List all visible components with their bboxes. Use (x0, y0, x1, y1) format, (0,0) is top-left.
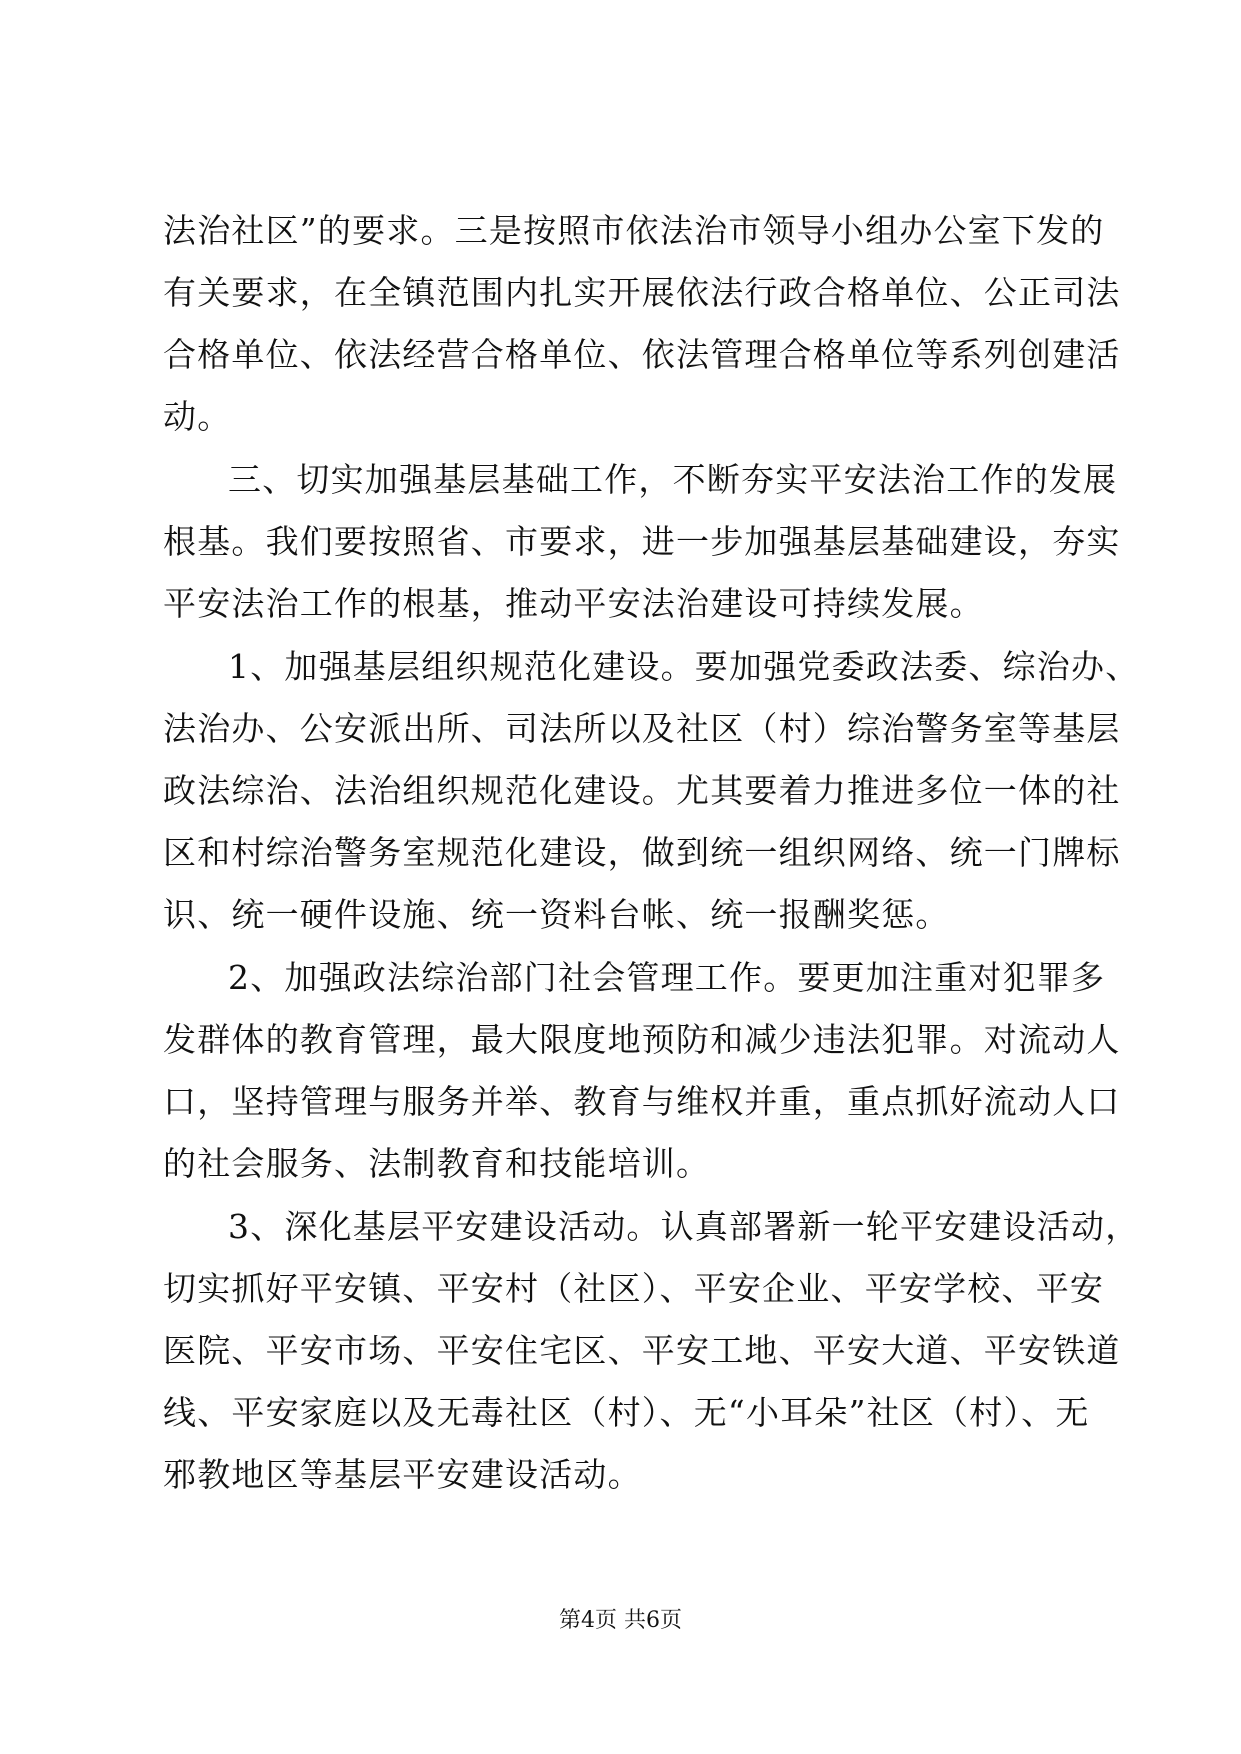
text-line: 法治社区”的要求。三是按照市依法治市领导小组办公室下发的 (163, 211, 1105, 250)
text-line: 根基。我们要按照省、市要求，进一步加强基层基础建设，夯实 (163, 522, 1121, 561)
page-footer: 第4页 共6页 (559, 1608, 682, 1633)
text-line: 线、平安家庭以及无毒社区（村）、无“小耳朵”社区（村）、无 (163, 1393, 1090, 1432)
text-line: 发群体的教育管理，最大限度地预防和减少违法犯罪。对流动人 (163, 1020, 1121, 1059)
text-line: 合格单位、依法经营合格单位、依法管理合格单位等系列创建活 (163, 335, 1121, 374)
paragraph-heading: 2、加强政法综治部门社会管理工作。要更加注重对犯罪多 (228, 958, 1106, 997)
paragraph-heading: 3、深化基层平安建设活动。认真部署新一轮平安建设活动， (228, 1207, 1140, 1246)
text-line: 切实抓好平安镇、平安村（社区）、平安企业、平安学校、平安 (163, 1269, 1105, 1308)
text-line: 动。 (163, 397, 232, 436)
text-line: 医院、平安市场、平安住宅区、平安工地、平安大道、平安铁道 (163, 1331, 1121, 1370)
text-line: 识、统一硬件设施、统一资料台帐、统一报酬奖惩。 (163, 895, 950, 934)
text-line: 区和村综治警务室规范化建设，做到统一组织网络、统一门牌标 (163, 833, 1121, 872)
text-line: 口，坚持管理与服务并举、教育与维权并重，重点抓好流动人口 (163, 1082, 1121, 1121)
text-line: 的社会服务、法制教育和技能培训。 (163, 1144, 711, 1183)
text-line: 平安法治工作的根基，推动平安法治建设可持续发展。 (163, 584, 984, 623)
text-line: 邪教地区等基层平安建设活动。 (163, 1455, 642, 1494)
text-line: 法治办、公安派出所、司法所以及社区（村）综治警务室等基层 (163, 709, 1121, 748)
paragraph-heading: 三、切实加强基层基础工作，不断夯实平安法治工作的发展 (228, 460, 1118, 499)
text-line: 政法综治、法治组织规范化建设。尤其要着力推进多位一体的社 (163, 771, 1121, 810)
text-line: 有关要求，在全镇范围内扎实开展依法行政合格单位、公正司法 (163, 273, 1121, 312)
paragraph-heading: 1、加强基层组织规范化建设。要加强党委政法委、综治办、 (228, 647, 1140, 686)
